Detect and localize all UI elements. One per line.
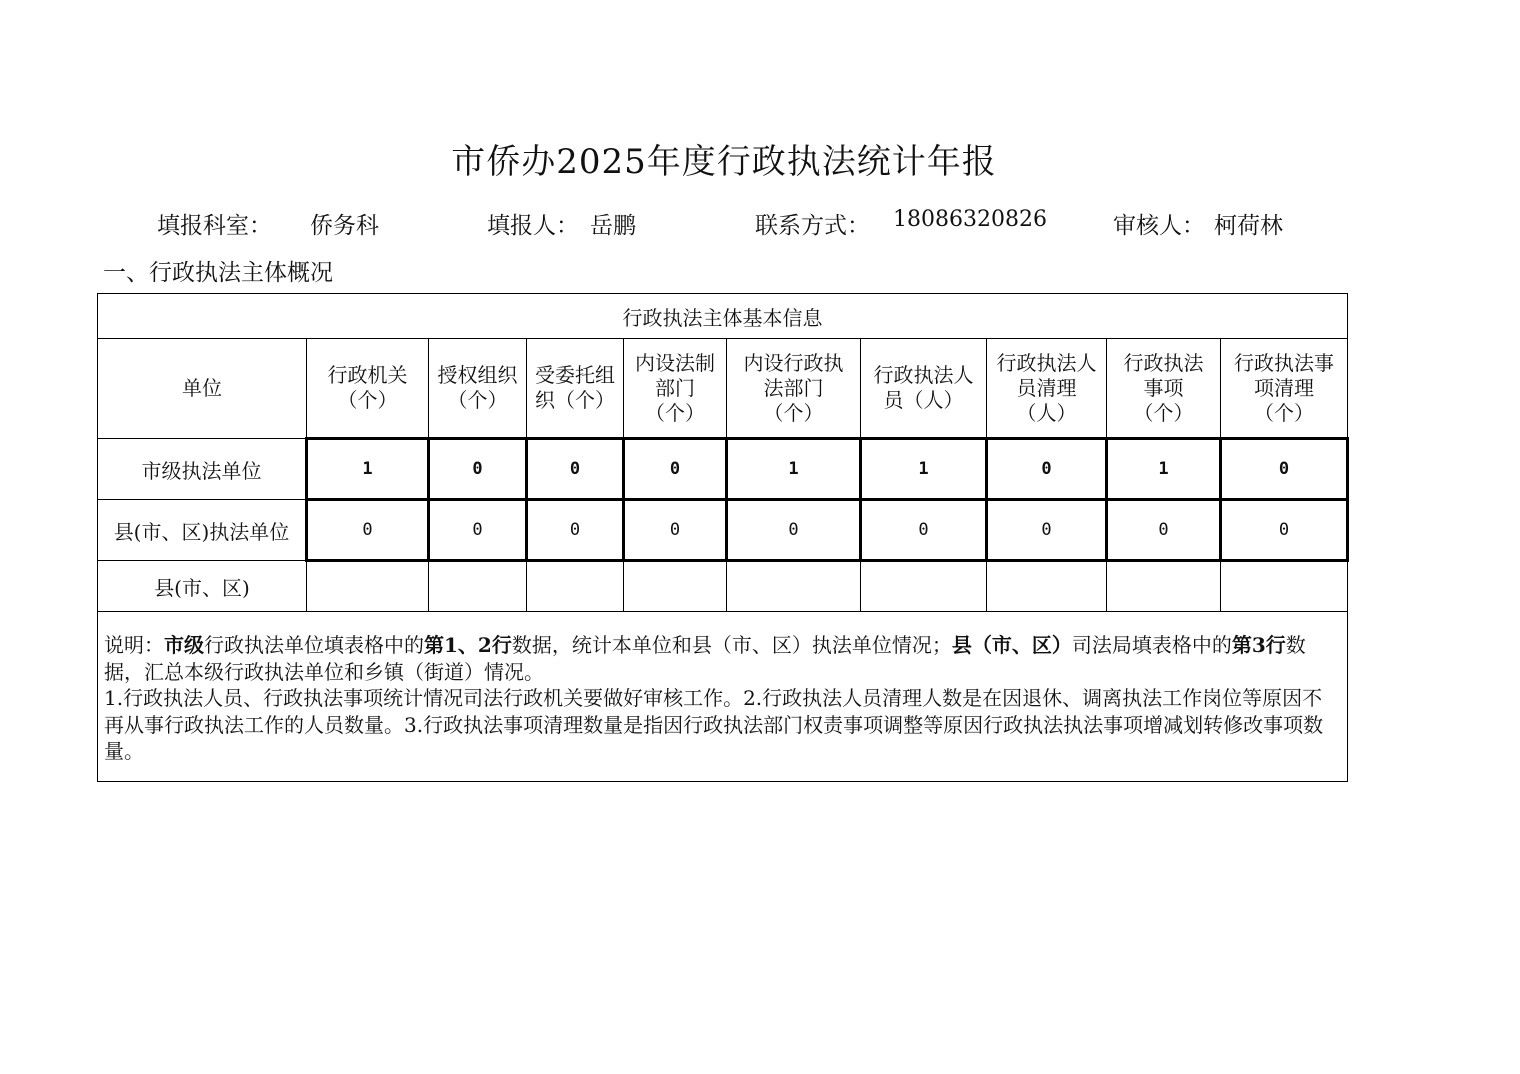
data-cell (429, 561, 527, 612)
row-label: 市级执法单位 (98, 439, 307, 500)
column-header-line: （个） (447, 388, 508, 412)
enforcement-table (97, 293, 1349, 782)
row-label: 县(市、区)执法单位 (98, 500, 307, 561)
column-header-line: 行政机关 (327, 363, 408, 387)
column-header-line: 事项 (1143, 375, 1184, 400)
report-title: 市侨办2025年度行政执法统计年报 (451, 142, 997, 182)
column-header-line: 授权组织 (437, 363, 518, 387)
column-header (429, 339, 527, 439)
data-cell: 0 (429, 439, 527, 500)
note-paragraph-2: 1.行政执法人员、行政执法事项统计情况司法行政机关要做好审核工作。2.行政执法人员清理人数是在因退休、调离执法工作岗位等原因不再从事行政执法工作的人员数量。3.行政执法事项清理数量是指因行政执法部门权责事项调整等原因行政执法执法事项增减划转修改事项数量。 (104, 686, 1324, 763)
data-cell: 0 (1221, 500, 1348, 561)
data-cell (1107, 561, 1221, 612)
data-cell: 0 (987, 439, 1107, 500)
data-cell (307, 561, 429, 612)
data-cell: 1 (1107, 439, 1221, 500)
data-cell: 1 (727, 439, 861, 500)
unit-header: 单位 (98, 339, 307, 439)
data-cell: 0 (429, 500, 527, 561)
data-cell (1221, 561, 1348, 612)
data-cell: 0 (987, 500, 1107, 561)
data-cell: 0 (727, 500, 861, 561)
column-header-line: （个） (645, 400, 705, 425)
data-cell (727, 561, 861, 612)
column-header (861, 339, 987, 439)
contact-value: 18086320826 (893, 207, 1047, 232)
column-header-line: 项清理 (1254, 375, 1315, 400)
column-header (624, 339, 727, 439)
column-header-line: （人） (1016, 400, 1077, 425)
data-cell (861, 561, 987, 612)
filler-label: 填报人： (487, 213, 579, 239)
reviewer-label: 审核人： (1113, 213, 1205, 239)
column-header (527, 339, 624, 439)
column-header-line: （个） (1133, 400, 1194, 425)
row-label: 县(市、区) (98, 561, 307, 612)
column-header-line: 内设行政执 (743, 350, 844, 375)
column-header-line: 内设法制 (635, 350, 715, 375)
column-header (307, 339, 429, 439)
note-paragraph-1: 说明：市级行政执法单位填表格中的第1、2行数据，统计本单位和县（市、区）执法单位情况；县（市、区）司法局填表格中的第3行数据，汇总本级行政执法单位和乡镇（街道）情况。 (104, 633, 1306, 684)
data-cell: 0 (307, 500, 429, 561)
group-header: 行政执法主体基本信息 (98, 294, 1348, 339)
note-cell (98, 612, 1348, 782)
data-cell (624, 561, 727, 612)
column-header-line: 法部门 (763, 375, 824, 400)
data-cell: 0 (1107, 500, 1221, 561)
filler-value: 岳鹏 (590, 213, 636, 239)
column-header-line: 行政执法 (1123, 350, 1204, 375)
data-cell: 1 (861, 439, 987, 500)
dept-label: 填报科室： (157, 213, 272, 239)
column-header-line: （个） (1254, 400, 1315, 425)
column-header-line: 行政执法人 (873, 363, 974, 387)
column-header (1221, 339, 1348, 439)
data-cell (987, 561, 1107, 612)
data-cell: 0 (527, 439, 624, 500)
contact-label: 联系方式： (755, 213, 870, 239)
column-header-line: 员（人） (883, 388, 964, 412)
dept-value: 侨务科 (310, 213, 379, 239)
column-header (1107, 339, 1221, 439)
data-cell: 0 (527, 500, 624, 561)
column-header-line: 织（个） (535, 388, 615, 412)
data-cell: 1 (307, 439, 429, 500)
column-header-line: 受委托组 (535, 363, 615, 387)
column-header-line: 员清理 (1016, 375, 1077, 400)
column-header (727, 339, 861, 439)
column-header-line: （个） (763, 400, 824, 425)
column-header-line: （个） (337, 388, 398, 412)
data-cell: 0 (624, 500, 727, 561)
reviewer-value: 柯荷林 (1214, 213, 1283, 239)
column-header-line: 部门 (655, 375, 695, 400)
data-cell (527, 561, 624, 612)
column-header (987, 339, 1107, 439)
data-cell: 0 (624, 439, 727, 500)
section-title: 一、行政执法主体概况 (103, 260, 333, 286)
data-cell: 0 (861, 500, 987, 561)
column-header-line: 行政执法人 (996, 350, 1097, 375)
column-header-line: 行政执法事 (1234, 350, 1335, 375)
data-cell: 0 (1221, 439, 1348, 500)
